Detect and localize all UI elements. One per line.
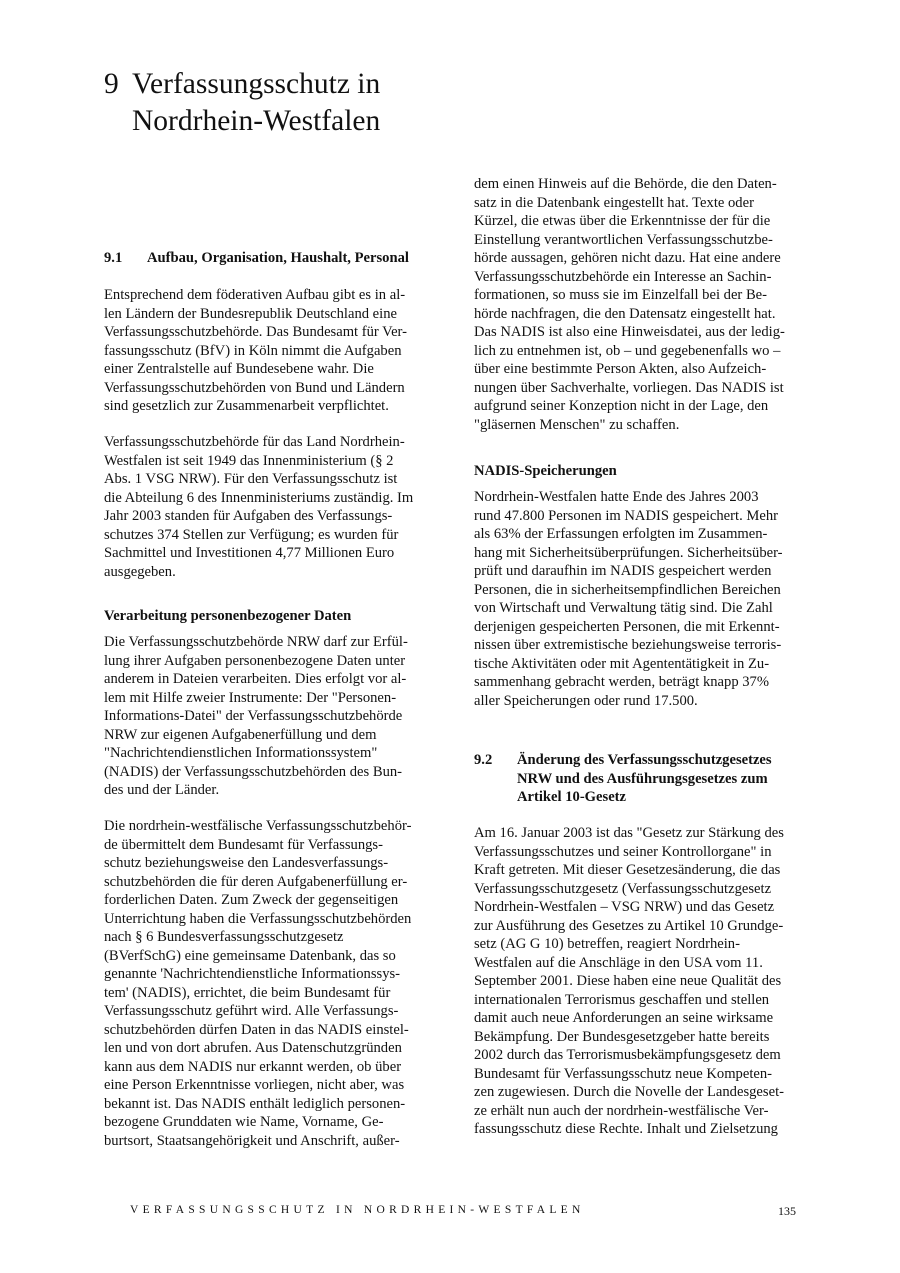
- paragraph: [104, 286, 434, 416]
- page-number: 135: [778, 1204, 796, 1218]
- paragraph-text: Verfassungsschutzbehörde für das Land Nordrhein- Westfalen ist seit 1949 das Innenministerium (§ 2 Abs. 1 VSG NRW). Für den Verfassungsschutz ist die Abteilung 6 des Innenministeriums zuständig. Im Jahr 2003 standen für Aufgaben des Verfassungs- schutzes 374 Stellen zur Verfügung; es wurden für Sachmittel und Investitionen 4,77 Millionen Euro ausgegeben.: [104, 434, 414, 580]
- section-9-1-title: Aufbau, Organisation, Haushalt, Personal: [147, 250, 409, 266]
- paragraph-text: dem einen Hinweis auf die Behörde, die den Daten- satz in die Datenbank eingestellt hat. Texte oder Kürzel, die etwas über die Erkenntnisse der für die Einstellung verantwortlichen Verfassungsschutzbe- hörde aussagen, gehören nicht dazu. Hat eine andere Verfassungsschutzbehörde ein Interesse an Sachin- formationen, so muss sie im Einzelfall bei der Be- hörde nachfragen, die den Datensatz eingestellt hat. Das NADIS ist also eine Hinweisdatei, aus der ledig- lich zu entnehmen ist, ob – und gegebenenfalls wo – über eine bestimmte Person Akten, also Aufzeich- nungen über Sachverhalte, vorliegen. Das NADIS ist aufgrund seiner Konzeption nicht in der Lage, den "gläsernen Menschen" zu schaffen.: [474, 176, 785, 433]
- paragraph: [474, 175, 804, 434]
- paragraph: [474, 824, 804, 1139]
- paragraph-text: Die nordrhein-westfälische Verfassungsschutzbehör- de übermittelt dem Bundesamt für Verfassungs- schutz beziehungsweise den Landesverfassungs- schutzbehörden die für deren Aufgabenerfüllung er- forderlichen Daten. Zum Zweck der gegenseitigen Unterrichtung haben die Verfassungsschutzbehörden nach § 6 Bundesverfassungsschutzgesetz (BVerfSchG) eine gemeinsame Datenbank, das so genannte 'Nachrichtendienstliche Informationssys- tem' (NADIS), errichtet, die beim Bundesamt für Verfassungsschutz geführt wird. Alle Verfassungs- schutzbehörden dürfen Daten in das NADIS einstel- len und von dort abrufen. Aus Datenschutzgründen kann aus dem NADIS nur erkannt werden, ob über eine Person Erkenntnisse vorliegen, nicht aber, was bekannt ist. Das NADIS enthält lediglich personen- bezogene Grunddaten wie Name, Vorname, Ge- burtsort, Staatsangehörigkeit und Anschrift, außer-: [104, 818, 412, 1149]
- paragraph-text: Am 16. Januar 2003 ist das "Gesetz zur Stärkung des Verfassungsschutzes und seiner Kontrollorgane" in Kraft getreten. Mit dieser Gesetzesänderung, die das Verfassungsschutzgesetz (Verfassungsschutzgesetz Nordrhein-Westfalen – VSG NRW) und das Gesetz zur Ausführung des Gesetzes zu Artikel 10 Grundge- setz (AG G 10) betreffen, reagiert Nordrhein- Westfalen auf die Anschläge in den USA vom 11. September 2001. Diese haben eine neue Qualität des internationalen Terrorismus geschaffen und stellen damit auch neue Anforderungen an seine wirksame Bekämpfung. Der Bundesgesetzgeber hatte bereits 2002 durch das Terrorismusbekämpfungsgesetz dem Bundesamt für Verfassungsschutz neue Kompeten- zen zugewiesen. Durch die Novelle der Landesgeset- ze erhält nun auch der nordrhein-westfälische Ver- fassungsschutz diese Rechte. Inhalt und Zielsetzung: [474, 825, 784, 1137]
- subheading-verarbeitung: Verarbeitung personenbezogener Daten: [104, 608, 352, 624]
- section-9-1-number: 9.1: [104, 250, 123, 266]
- paragraph-text: Die Verfassungsschutzbehörde NRW darf zur Erfül- lung ihrer Aufgaben personenbezogene Daten unter anderem in Dateien verarbeiten. Dies erfolgt vor al- lem mit Hilfe zweier Instrumente: Der "Personen- Informations-Datei" der Verfassungsschutzbehörde NRW zur eigenen Aufgabenerfüllung und dem "Nachrichtendienstlichen Informationssystem" (NADIS) der Verfassungsschutzbehörden des Bun- des und der Länder.: [104, 634, 408, 798]
- subheading-nadis: NADIS-Speicherungen: [474, 463, 617, 479]
- paragraph: [104, 433, 434, 581]
- section-9-2-title: Änderung des Verfassungsschutzgesetzes NRW und des Ausführungsgesetzes zum Artikel 10-Gesetz: [517, 752, 772, 805]
- running-footer: VERFASSUNGSSCHUTZ IN NORDRHEIN-WESTFALEN: [130, 1204, 585, 1216]
- paragraph: [104, 633, 434, 800]
- paragraph: [474, 488, 804, 710]
- paragraph: [104, 817, 434, 1150]
- paragraph-text: Nordrhein-Westfalen hatte Ende des Jahres 2003 rund 47.800 Personen im NADIS gespeichert. Mehr als 63% der Erfassungen erfolgten im Zusammen- hang mit Sicherheitsüberprüfungen. Sicherheitsüber- prüft und daraufhin im NADIS gespeichert werden Personen, die in sicherheitsempfindlichen Bereichen von Wirtschaft und Verwaltung tätig sind. Die Zahl derjenigen gespeicherten Personen, die mit Erkennt- nissen über extremistische beziehungsweise terroris- tische Aktivitäten oder mit Agententätigkeit in Zu- sammenhang gebracht werden, beträgt knapp 37% aller Speicherungen oder rund 17.500.: [474, 489, 783, 709]
- chapter-number: 9: [104, 68, 119, 100]
- section-9-2-number: 9.2: [474, 752, 493, 768]
- chapter-title: Verfassungsschutz in Nordrhein-Westfalen: [132, 68, 381, 137]
- paragraph-text: Entsprechend dem föderativen Aufbau gibt es in al- len Ländern der Bundesrepublik Deutschland eine Verfassungsschutzbehörde. Das Bundesamt für Ver- fassungsschutz (BfV) in Köln nimmt die Aufgaben einer Zentralstelle auf Bundesebene wahr. Die Verfassungsschutzbehörden von Bund und Ländern sind gesetzlich zur Zusammenarbeit verpflichtet.: [104, 287, 407, 414]
